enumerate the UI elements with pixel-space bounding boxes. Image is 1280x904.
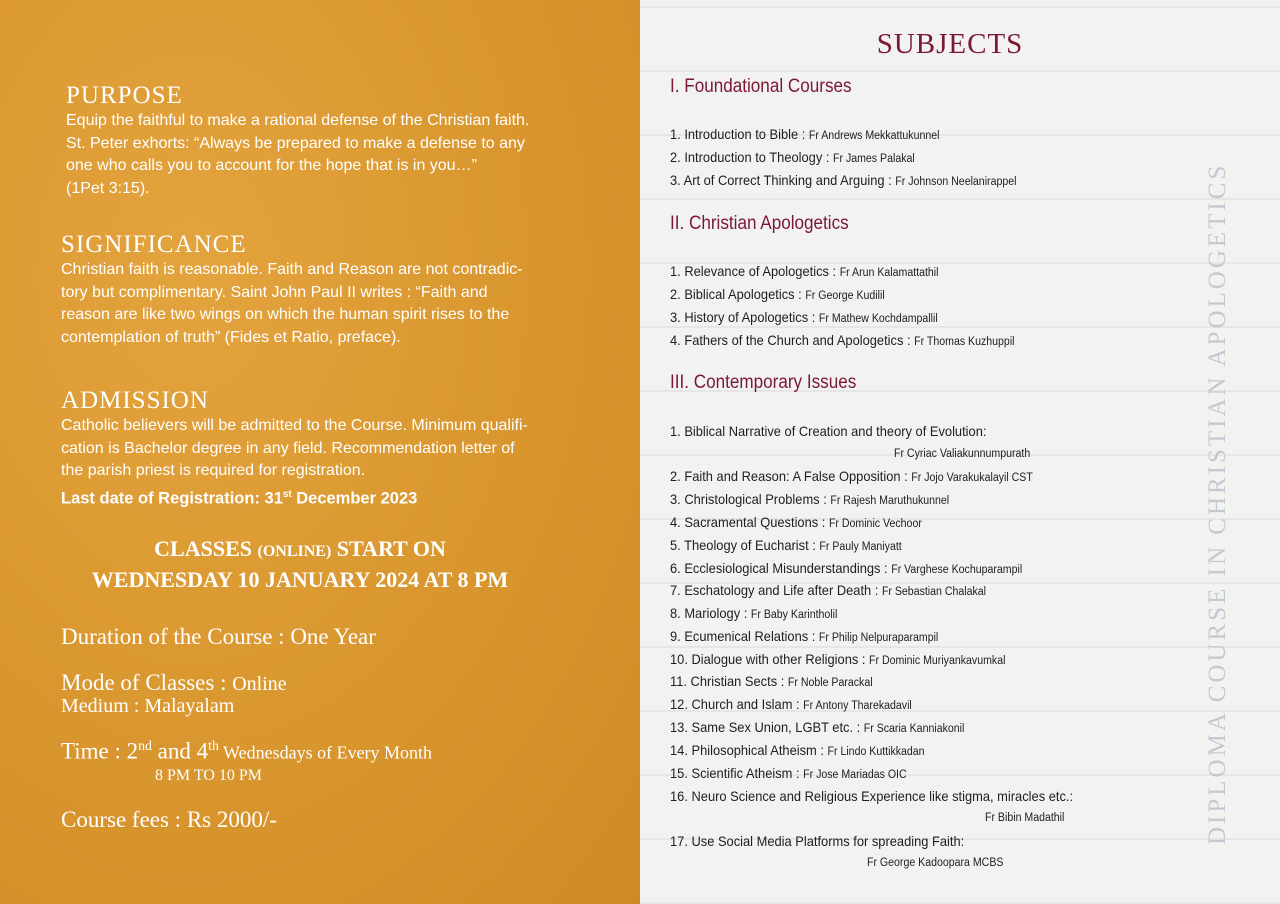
purpose-line: St. Peter exhorts: “Always be prepared to make a defense to any [66, 134, 525, 152]
subject-item: 6. Ecclesiological Misunderstandings : Fr Varghese Kochuparampil [670, 560, 1023, 576]
subject-item: 3. Christological Problems : Fr Rajesh Maruthukunnel [670, 491, 950, 507]
admission-heading: ADMISSION [61, 387, 209, 414]
subject-item: 11. Christian Sects : Fr Noble Parackal [670, 673, 873, 689]
significance-line: reason are like two wings on which the human spirit rises to the [61, 306, 510, 323]
subject-item: 1. Biblical Narrative of Creation and theory of Evolution: [670, 423, 987, 439]
subjects-panel [640, 0, 1280, 904]
medium: Medium : Malayalam [61, 695, 235, 717]
significance-text [61, 259, 581, 349]
significance-line: tory but complimentary. Saint John Paul II writes : “Faith and [61, 283, 488, 301]
subject-teacher: Fr Cyriac Valiakunnumpurath [894, 448, 1031, 460]
admission-line: the parish priest is required for registration. [61, 462, 366, 479]
subject-item: 9. Ecumenical Relations : Fr Philip Nelpuraparampil [670, 628, 939, 644]
subject-item: 14. Philosophical Atheism : Fr Lindo Kuttikkadan [670, 742, 925, 758]
significance-line: contemplation of truth” (Fides et Ratio, preface). [61, 328, 401, 346]
significance-line: Christian faith is reasonable. Faith and Reason are not contradic- [61, 261, 523, 278]
purpose-heading: PURPOSE [66, 82, 183, 109]
subject-item: 5. Theology of Eucharist : Fr Pauly Maniyatt [670, 537, 902, 553]
purpose-line: Equip the faithful to make a rational defense of the Christian faith. [66, 112, 530, 129]
admission-line: Catholic believers will be admitted to the Course. Minimum qualifi- [61, 417, 528, 434]
section-heading: II. Christian Apologetics [670, 213, 849, 234]
class-hours: 8 PM TO 10 PM [155, 767, 262, 784]
purpose-line: (1Pet 3:15). [66, 179, 150, 197]
subject-item: 3. Art of Correct Thinking and Arguing : Fr Johnson Neelanirappel [670, 172, 1017, 188]
purpose-text [66, 110, 586, 200]
course-duration: Duration of the Course : One Year [61, 624, 376, 649]
subject-item: 12. Church and Islam : Fr Antony Tharekadavil [670, 696, 912, 712]
registration-deadline: Last date of Registration: 31st December 2023 [61, 488, 418, 507]
subjects-title: SUBJECTS [876, 28, 1024, 60]
class-time: Time : 2nd and 4th Wednesdays of Every Month [61, 738, 433, 764]
subject-item: 17. Use Social Media Platforms for spreading Faith: [670, 833, 965, 849]
subject-item: 2. Faith and Reason: A False Opposition : Fr Jojo Varakukalayil CST [670, 468, 1033, 484]
subject-item: 4. Sacramental Questions : Fr Dominic Vechoor [670, 514, 922, 530]
classes-start-banner [0, 535, 600, 594]
classes-line-1: CLASSES (ONLINE) START ON [154, 536, 446, 561]
subject-item: 2. Introduction to Theology : Fr James Palakal [670, 149, 915, 165]
subject-item: 2. Biblical Apologetics : Fr George Kudilil [670, 286, 885, 302]
admission-line: cation is Bachelor degree in any field. Recommendation letter of [61, 439, 515, 457]
subject-item: 8. Mariology : Fr Baby Karintholil [670, 605, 838, 621]
subject-item: 1. Relevance of Apologetics : Fr Arun Kalamattathil [670, 263, 939, 279]
course-title-vertical: DIPLOMA COURSE IN CHRISTIAN APOLOGETICS [1204, 162, 1231, 845]
section-heading: I. Foundational Courses [670, 76, 852, 97]
subject-teacher: Fr George Kadoopara MCBS [867, 857, 1004, 869]
mode-of-classes: Mode of Classes : Online [61, 670, 287, 695]
subject-item: 4. Fathers of the Church and Apologetics : Fr Thomas Kuzhuppil [670, 332, 1015, 348]
subject-item: 15. Scientific Atheism : Fr Jose Mariadas OIC [670, 765, 907, 781]
significance-heading: SIGNIFICANCE [61, 231, 247, 258]
subject-item: 10. Dialogue with other Religions : Fr Dominic Muriyankavumkal [670, 651, 1006, 667]
admission-text [61, 415, 581, 510]
subject-item: 7. Eschatology and Life after Death : Fr Sebastian Chalakal [670, 582, 987, 598]
subject-item: 1. Introduction to Bible : Fr Andrews Mekkattukunnel [670, 126, 940, 142]
section-heading: III. Contemporary Issues [670, 372, 857, 393]
course-fees: Course fees : Rs 2000/- [61, 807, 277, 832]
purpose-line: one who calls you to account for the hope that is in you…” [66, 157, 477, 174]
subject-item: 13. Same Sex Union, LGBT etc. : Fr Scaria Kanniakonil [670, 719, 965, 735]
subject-item: 3. History of Apologetics : Fr Mathew Kochdampallil [670, 309, 938, 325]
subject-teacher: Fr Bibin Madathil [985, 812, 1065, 824]
subject-item: 16. Neuro Science and Religious Experience like stigma, miracles etc.: [670, 788, 1074, 804]
classes-line-2: WEDNESDAY 10 JANUARY 2024 AT 8 PM [91, 567, 509, 592]
